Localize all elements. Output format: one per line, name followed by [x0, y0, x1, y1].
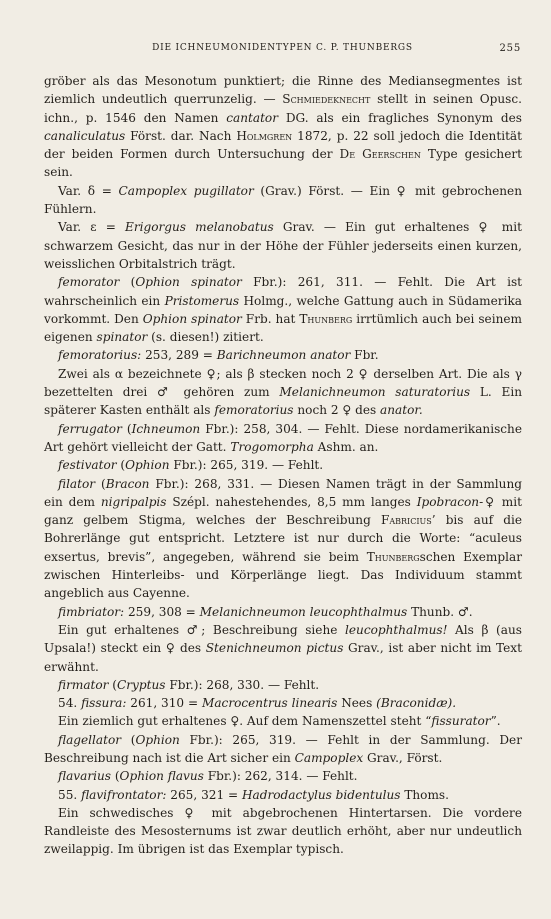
paragraph [44, 365, 522, 420]
italic-text: ferrugator [58, 421, 122, 436]
text-run: ( [121, 421, 132, 436]
text-run: Var. ε = [58, 220, 125, 235]
text-run: 1872, p. 22 soll jedoch die Identität der beiden Formen durch Untersuchung der [44, 128, 522, 162]
italic-text: Ophion [135, 732, 180, 747]
page-number: 255 [499, 43, 521, 54]
italic-text: Pristomerus [164, 293, 240, 308]
small-caps-text: Schmiedeknecht [282, 92, 371, 107]
italic-text: anator. [380, 403, 423, 418]
italic-text: filator [58, 476, 96, 491]
text-run: Holmg., welche Gattung auch in Südamerika vorkommt. Den [44, 293, 522, 326]
text-run: Nees [337, 696, 377, 711]
italic-text: femoratorius: [58, 348, 142, 363]
text-run: 259, 308 = [124, 604, 200, 619]
paragraph [44, 182, 522, 219]
text-run: Ein gut erhaltenes ♂; Beschreibung siehe [58, 622, 345, 637]
text-run: ( [110, 769, 120, 784]
italic-text: Ophion spinator [142, 311, 242, 326]
text-run: 55. [58, 787, 82, 802]
italic-text: cantator [226, 110, 278, 125]
text-run: L. Ein späterer Kasten enthält als [44, 385, 523, 418]
italic-text: Melanichneumon saturatorius [279, 385, 471, 400]
italic-text: Trogomorpha [230, 439, 314, 454]
text-run: Fbr.): 268, 330. — Fehlt. [165, 677, 320, 692]
italic-text: Ophion spinator [135, 275, 242, 290]
italic-text: Stenichneumon pictus [205, 641, 344, 656]
italic-text: Erigorgus melanobatus [124, 220, 274, 235]
italic-text: flavifrontator: [81, 787, 167, 802]
italic-text: fissurator [431, 714, 491, 729]
paragraph [44, 346, 522, 364]
text-run: irrtümlich auch bei seinem eigenen [44, 311, 522, 345]
italic-text: Ophion [125, 458, 170, 473]
italic-text: spinator [96, 330, 148, 345]
italic-text: flavarius [58, 769, 111, 784]
text-run: (s. diesen!) zitiert. [147, 330, 264, 345]
italic-text: canaliculatus [44, 128, 126, 143]
text-run: 54. [58, 696, 82, 711]
paragraph [44, 273, 522, 346]
text-run: Fbr.): 262, 314. — Fehlt. [203, 769, 358, 784]
text-run: Type gesichert sein. [44, 147, 522, 180]
text-run: Fbr.): 268, 331. — Diesen Namen trägt in der Sammlung ein dem [44, 476, 522, 509]
italic-text: nigripalpis [100, 494, 167, 509]
text-run: ’ bis auf die Bohrerlänge gut entspricht. Letztere ist nur durch die Worte: “aculeus exsertus, brevis”, angegeben, während sie beim [44, 513, 523, 564]
paragraph [44, 694, 522, 712]
text-run: Fbr.): 261, 311. — Fehlt. Die Art ist wahrscheinlich ein [44, 275, 523, 308]
small-caps-text: Thunberg [366, 549, 420, 564]
running-title: DIE ICHNEUMONIDENTYPEN C. P. THUNBERGS [152, 43, 413, 53]
text-run: Grav., ist aber nicht im Text erwähnt. [44, 641, 522, 674]
text-run: ( [108, 677, 118, 692]
paragraph [44, 456, 522, 474]
small-caps-text: De Geerschen [339, 147, 421, 162]
text-run: -♀ mit ganz gelbem Stigma, welches der Beschreibung [44, 494, 523, 528]
italic-text: fimbriator: [58, 604, 125, 619]
paragraph [44, 475, 522, 603]
running-header [44, 43, 521, 57]
italic-text: femoratorius [214, 403, 294, 418]
text-run: Fbr.): 265, 319. — Fehlt in der Sammlung. Der Beschreibung nach ist die Art sicher ein [44, 732, 523, 765]
italic-text: Cryptus [117, 677, 166, 692]
paragraph [44, 804, 522, 859]
italic-text: (Braconidæ). [376, 696, 457, 711]
italic-text: Ipobracon [416, 494, 480, 509]
paragraph [44, 767, 522, 785]
italic-text: Bracon [105, 476, 150, 491]
small-caps-text: Fabricius [380, 513, 432, 528]
italic-text: festivator [58, 458, 117, 473]
small-caps-text: Holmgren [236, 128, 293, 143]
text-run: Ashm. an. [313, 439, 379, 454]
paragraph [44, 731, 522, 768]
text-run: Zwei als α bezeichnete ♀; als β stecken noch 2 ♀ derselben Art. Die als γ bezettelten drei ♂ gehören zum [44, 366, 522, 400]
italic-text: Hadrodactylus bidentulus [241, 787, 401, 802]
paragraph [44, 72, 522, 182]
body-text [44, 72, 522, 859]
italic-text: flagellator [58, 732, 122, 747]
italic-text: Campoplex pugillator [118, 183, 254, 198]
paragraph [44, 786, 522, 804]
text-run: Thunb. ♂. [407, 604, 473, 619]
text-run: Als β (aus Upsala!) steckt ein ♀ des [44, 622, 522, 656]
text-run: 261, 310 = [126, 696, 202, 711]
text-run: DG. als ein fragliches Synonym des [278, 110, 522, 125]
text-run: Fbr. [350, 348, 379, 363]
text-run: Ein schwedisches ♀ mit abgebrochenen Hintertarsen. Die vordere Randleiste des Mesosternums ist zwar deutlich erhöht, aber nur undeutlich zweilappig. Im übrigen ist das Exemplar typisch. [44, 805, 522, 857]
paragraph [44, 676, 522, 694]
text-run: Grav., Först. [363, 750, 443, 765]
text-run: Fbr.): 258, 304. — Fehlt. Diese nordamerikanische Art gehört vielleicht der Gatt. [44, 421, 522, 454]
text-run: Grav. — Ein gut erhaltenes ♀ mit schwarzem Gesicht, das nur in der Höhe der Fühler jederseits einen kurzen, weisslichen Orbitalstrich trägt. [44, 220, 522, 271]
italic-text: Campoplex [294, 750, 364, 765]
paragraph [44, 218, 522, 273]
text-run: Thoms. [400, 787, 449, 802]
text-run: ( [119, 275, 136, 290]
italic-text: fissura: [81, 696, 127, 711]
text-run: 253, 289 = [141, 348, 217, 363]
text-run: ”. [490, 714, 501, 729]
text-run: Fbr.): 265, 319. — Fehlt. [169, 458, 324, 473]
text-run: Szépl. nahestehendes, 8,5 mm langes [166, 494, 417, 509]
text-run: ( [95, 476, 106, 491]
text-run: Ein ziemlich gut erhaltenes ♀. Auf dem Namenszettel steht “ [58, 714, 432, 729]
text-run: noch 2 ♀ des [293, 403, 381, 418]
italic-text: Ophion flavus [119, 769, 204, 784]
text-run: Var. δ = [58, 183, 119, 198]
text-run: schen Exemplar zwischen Hinterleibs- und Körperlänge liegt. Das Individuum stammt angeblich aus Cayenne. [44, 549, 522, 601]
italic-text: femorator [58, 275, 120, 290]
paragraph [44, 420, 522, 457]
italic-text: Melanichneumon leucophthalmus [199, 604, 408, 619]
paragraph [44, 603, 522, 621]
text-run: (Grav.) Först. — Ein ♀ mit gebrochenen Fühlern. [44, 183, 522, 217]
italic-text: Macrocentrus linearis [201, 696, 338, 711]
text-run: Frb. hat [241, 311, 300, 326]
text-run: ( [116, 458, 126, 473]
text-run: ( [121, 732, 136, 747]
italic-text: leucophthalmus! [345, 622, 448, 637]
paragraph [44, 712, 522, 730]
paragraph [44, 621, 522, 676]
text-run: stellt in seinen Opusc. ichn., p. 1546 den Namen [44, 92, 522, 125]
italic-text: firmator [58, 677, 109, 692]
text-run: 265, 321 = [166, 787, 242, 802]
italic-text: Barichneumon anator [216, 348, 351, 363]
text-run: gröber als das Mesonotum punktiert; die Rinne des Mediansegmentes ist ziemlich undeutlich querrunzelig. — [44, 74, 522, 107]
italic-text: Ichneumon [131, 421, 201, 436]
text-run: Först. dar. Nach [125, 128, 237, 143]
small-caps-text: Thunberg [299, 311, 353, 326]
